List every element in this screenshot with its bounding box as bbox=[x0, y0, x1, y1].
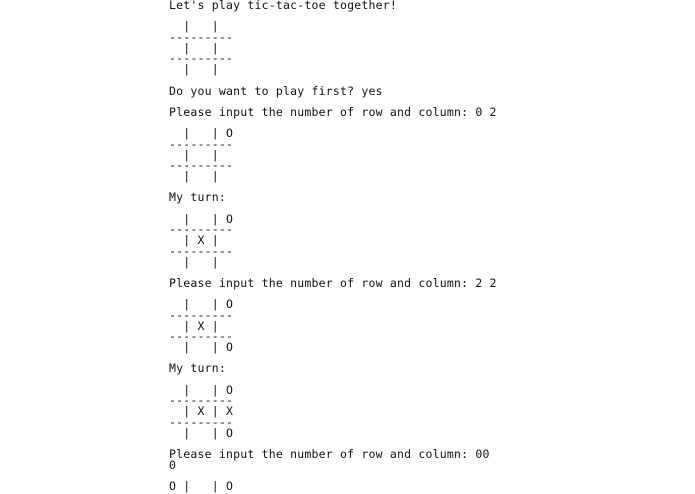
console-line bbox=[169, 203, 689, 214]
console-line bbox=[169, 289, 689, 300]
input-echo-line: 0 bbox=[169, 457, 177, 472]
prompt-line: Do you want to play first? yes bbox=[169, 83, 383, 98]
board-row: | X | bbox=[169, 318, 219, 333]
board-row: | | bbox=[169, 254, 219, 269]
board-separator: --------- bbox=[169, 393, 234, 408]
board-separator: --------- bbox=[169, 51, 234, 66]
console-line bbox=[169, 353, 689, 364]
prompt-line: Please input the number of row and column: 00 bbox=[169, 446, 490, 461]
board-separator: --------- bbox=[169, 307, 234, 322]
board-separator: --------- bbox=[169, 136, 234, 151]
console-line: Let's play tic-tac-toe together! bbox=[169, 0, 397, 12]
board-row: | X | bbox=[169, 233, 219, 248]
board-row: | | O bbox=[169, 340, 234, 354]
board-separator: --------- bbox=[169, 30, 234, 45]
console-output[interactable] bbox=[169, 0, 689, 492]
board-row: | | bbox=[169, 40, 219, 55]
board-separator: --------- bbox=[169, 414, 234, 429]
board-row: | | O bbox=[169, 211, 234, 226]
board-row: | | O bbox=[169, 297, 234, 312]
board-row: O | | O bbox=[169, 478, 234, 493]
board-separator: --------- bbox=[169, 158, 234, 173]
board-row: | X | X bbox=[169, 404, 234, 419]
console-line bbox=[169, 118, 689, 129]
board-row: | | O bbox=[169, 425, 234, 440]
console-line bbox=[169, 11, 689, 22]
console-line bbox=[169, 374, 689, 385]
console-line bbox=[169, 470, 689, 481]
board-separator: --------- bbox=[169, 243, 234, 258]
board-row: | | O bbox=[169, 126, 234, 141]
board-separator: --------- bbox=[169, 329, 234, 344]
board-row: | | bbox=[169, 169, 219, 183]
turn-line: My turn: bbox=[169, 190, 226, 205]
board-row: | | O bbox=[169, 382, 234, 397]
board-row: | | bbox=[169, 147, 219, 162]
turn-line: My turn: bbox=[169, 361, 226, 376]
board-row: | | bbox=[169, 62, 219, 77]
board-separator: --------- bbox=[169, 222, 234, 237]
prompt-line: Please input the number of row and column: 0 2 bbox=[169, 104, 497, 119]
console-line bbox=[169, 182, 689, 193]
prompt-line: Please input the number of row and column: 2 2 bbox=[169, 275, 497, 290]
board-row: | | bbox=[169, 19, 219, 34]
